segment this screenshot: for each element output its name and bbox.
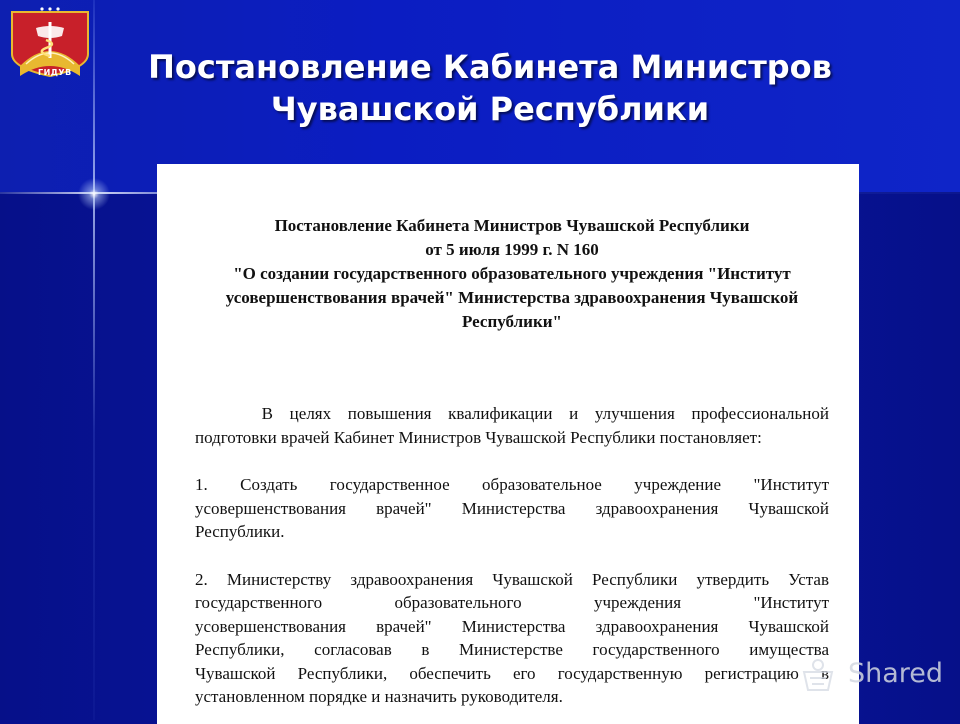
paragraph-line: В целях повышения квалификации и улучшения профессиональной [195, 404, 829, 423]
shared-watermark [776, 656, 946, 696]
paragraph-item-2 [195, 568, 829, 709]
paragraph-line: государственного образовательного учреждения "Институт [195, 593, 829, 612]
paragraph-line: усовершенствования врачей" Министерства здравоохранения Чувашской [195, 498, 829, 518]
paragraph-line: подготовки врачей Кабинет Министров Чувашской Республики постановляет: [195, 427, 762, 447]
heading-line: Постановление Кабинета Министров Чувашской Республики [274, 216, 750, 235]
paragraph-line: Республики. [195, 522, 285, 541]
slide-title-line-1: Постановление Кабинета Министров [148, 48, 832, 86]
paragraph-item-1 [195, 473, 829, 544]
heading-line: Республики" [462, 312, 562, 331]
paragraph-line: усовершенствования врачей" Министерства здравоохранения Чувашской [195, 616, 829, 636]
decor-vertical-line [93, 0, 95, 720]
paragraph-line: установленном порядке и назначить руководителя. [195, 687, 563, 706]
document-heading [195, 214, 829, 334]
slide-title-line-2: Чувашской Республики [270, 90, 710, 128]
document-page [157, 164, 859, 724]
heading-line: от 5 июля 1999 г. N 160 [425, 240, 599, 259]
logo-text: ГИДУВ [38, 68, 72, 77]
slide-title [100, 46, 880, 130]
shared-logo-icon [796, 656, 836, 696]
gidu-logo-icon [6, 6, 94, 84]
paragraph-line: Республики, согласовав в Министерстве государственного имущества [195, 640, 829, 659]
paragraph-line: 2. Министерству здравоохранения Чувашской Республики утвердить Устав [195, 569, 829, 589]
shared-watermark-text: Shared [848, 658, 944, 689]
document-body [195, 214, 829, 709]
paragraph-line: 1. Создать государственное образовательное учреждение "Институт [195, 475, 829, 494]
paragraph-intro [195, 402, 829, 449]
heading-line: "О создании государственного образовательного учреждения "Институт [233, 264, 791, 283]
heading-line: усовершенствования врачей" Министерства здравоохранения Чувашской [225, 288, 799, 307]
paragraph-line: Чувашской Республики, обеспечить его государственную регистрацию в [195, 663, 829, 683]
decor-light-flare [78, 178, 110, 210]
